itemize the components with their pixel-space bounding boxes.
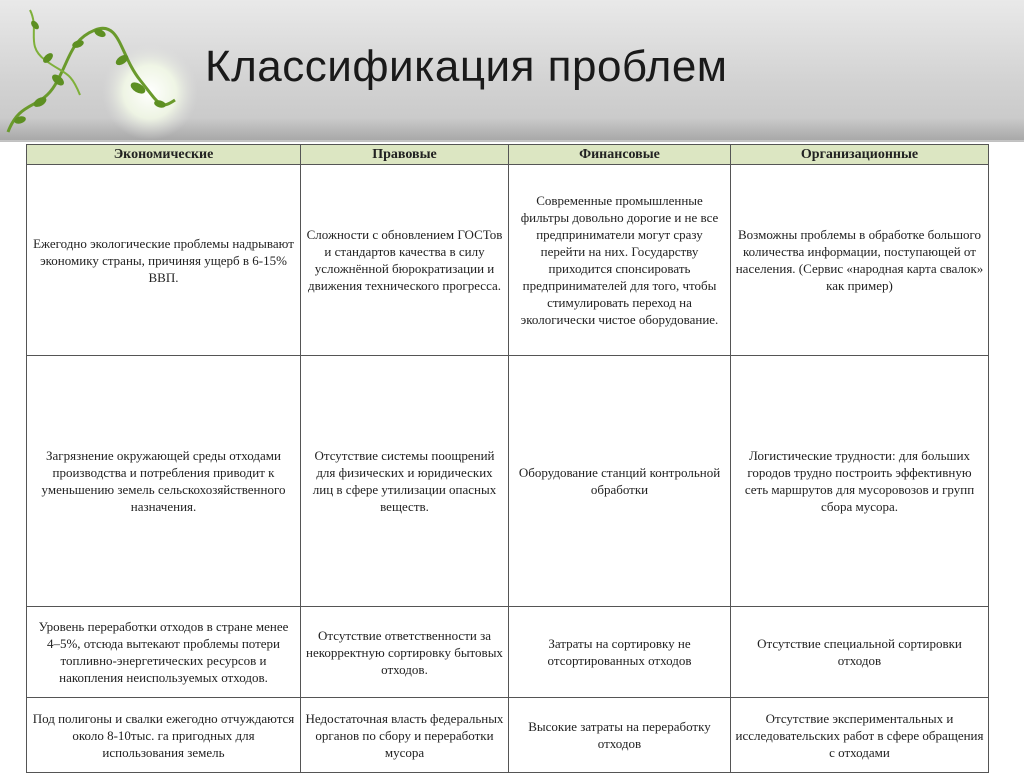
table-cell: Современные промышленные фильтры довольно дорогие и не все предприниматели могут сразу перейти на них. Государству приходится спонсировать предпринимателей для того, чтобы стимулировать переход на экологически чистое оборудование. <box>509 165 731 356</box>
table-cell: Загрязнение окружающей среды отходами производства и потребления приводит к уменьшению земель сельскохозяйственного назначения. <box>27 356 301 607</box>
page-title: Классификация проблем <box>205 42 728 91</box>
table-cell: Логистические трудности: для больших городов трудно построить эффективную сеть маршрутов для мусоровозов и групп сбора мусора. <box>731 356 989 607</box>
table-cell: Сложности с обновлением ГОСТов и стандартов качества в силу усложнённой бюрократизации и движения технического прогресса. <box>301 165 509 356</box>
classification-table <box>26 144 989 773</box>
table-cell: Под полигоны и свалки ежегодно отчуждаются около 8-10тыс. га пригодных для использования земель <box>27 698 301 773</box>
header-legal: Правовые <box>301 145 509 165</box>
table-cell: Отсутствие ответственности за некорректную сортировку бытовых отходов. <box>301 607 509 698</box>
table-cell: Недостаточная власть федеральных органов по сбору и переработки мусора <box>301 698 509 773</box>
table-cell: Отсутствие специальной сортировки отходов <box>731 607 989 698</box>
table-cell: Затраты на сортировку не отсортированных отходов <box>509 607 731 698</box>
table-cell: Высокие затраты на переработку отходов <box>509 698 731 773</box>
table-row <box>27 607 989 698</box>
table-cell: Возможны проблемы в обработке большого количества информации, поступающей от населения. (Сервис «народная карта свалок» как пример) <box>731 165 989 356</box>
table-cell: Уровень переработки отходов в стране менее 4–5%, отсюда вытекают проблемы потери топливно-энергетических ресурсов и накопления неиспользуемых отходов. <box>27 607 301 698</box>
classification-table-container <box>26 144 988 764</box>
table-cell: Оборудование станций контрольной обработки <box>509 356 731 607</box>
vine-lightbulb-decoration <box>0 0 200 140</box>
table-header-row <box>27 145 989 165</box>
header-economic: Экономические <box>27 145 301 165</box>
header-organizational: Организационные <box>731 145 989 165</box>
table-row <box>27 698 989 773</box>
table-row <box>27 165 989 356</box>
table-cell: Отсутствие экспериментальных и исследовательских работ в сфере обращения с отходами <box>731 698 989 773</box>
table-row <box>27 356 989 607</box>
table-cell: Ежегодно экологические проблемы надрывают экономику страны, причиняя ущерб в 6-15% ВВП. <box>27 165 301 356</box>
header-financial: Финансовые <box>509 145 731 165</box>
table-cell: Отсутствие системы поощрений для физических и юридических лиц в сфере утилизации опасных веществ. <box>301 356 509 607</box>
